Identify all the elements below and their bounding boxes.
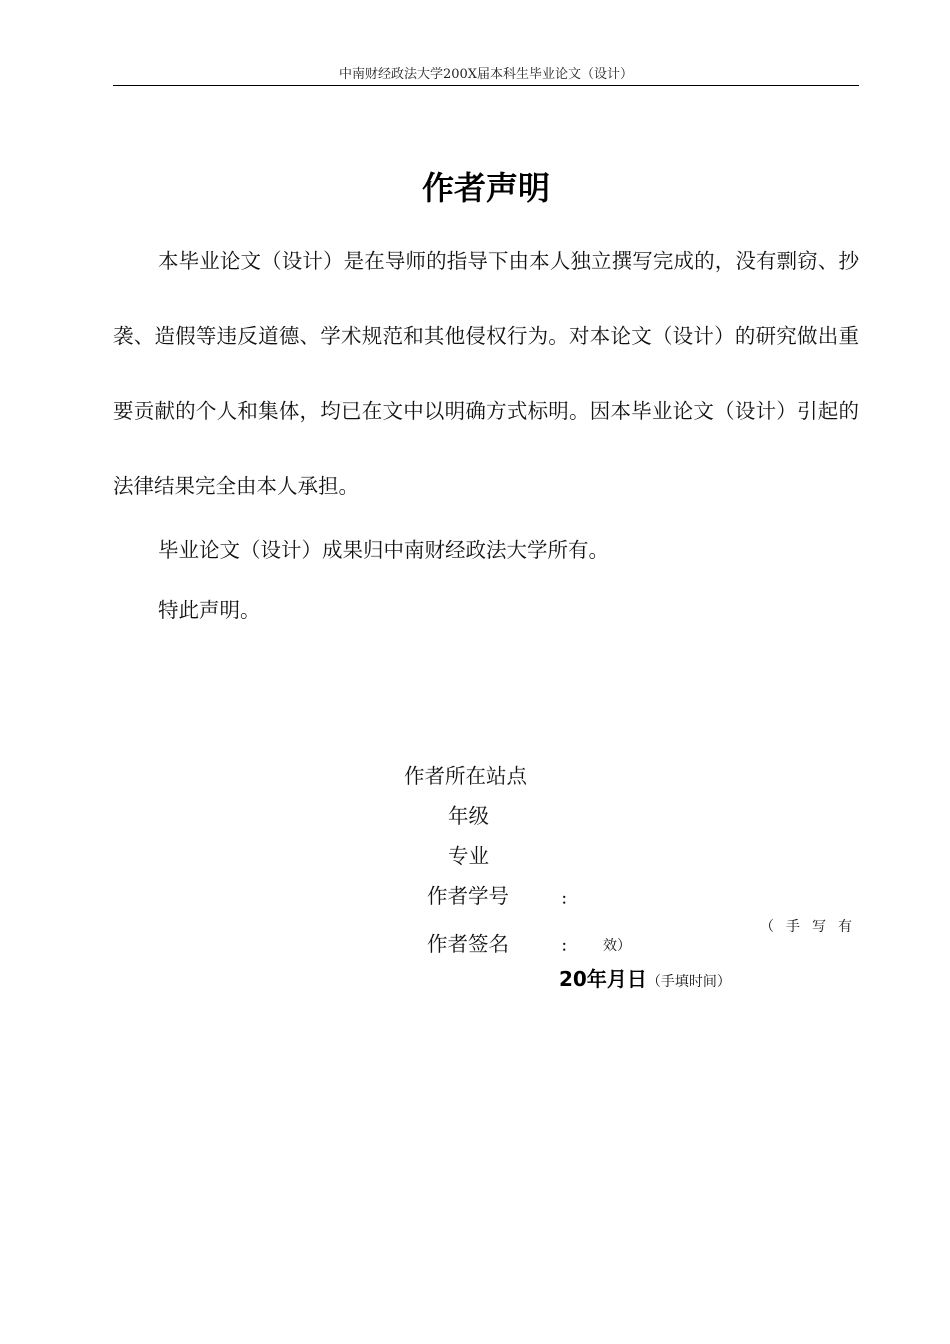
major-label: 专业 — [448, 844, 489, 868]
declaration-paragraph-1: 本毕业论文（设计）是在导师的指导下由本人独立撰写完成的，没有剽窃、抄袭、造假等违反道德、学术规范和其他侵权行为。对本论文（设计）的研究做出重要贡献的个人和集体，均已在文中以明确方式标明。因本毕业论文（设计）引起的法律结果完全由本人承担。 — [113, 249, 859, 498]
handwritten-note-part1: （手写有 — [760, 919, 864, 935]
handwritten-note-part2: 效） — [603, 938, 631, 954]
date-line — [559, 964, 731, 997]
declaration-paragraph-2: 毕业论文（设计）成果归中南财经政法大学所有。 — [158, 538, 609, 562]
grade-label: 年级 — [448, 804, 489, 828]
signature-label: 作者签名 — [427, 932, 509, 956]
student-id-colon: ： — [561, 892, 575, 908]
page-header: 中南财经政法大学200X届本科生毕业论文（设计） — [338, 67, 634, 82]
header-rule — [113, 85, 859, 86]
author-station-label: 作者所在站点 — [404, 764, 527, 788]
date-note: （手填时间） — [646, 974, 731, 990]
declaration-paragraph-3: 特此声明。 — [158, 598, 261, 622]
student-id-label: 作者学号 — [427, 884, 509, 908]
document-title: 作者声明 — [421, 169, 550, 207]
signature-colon: ： — [561, 939, 575, 955]
date-text: 20年月日 — [559, 967, 647, 991]
